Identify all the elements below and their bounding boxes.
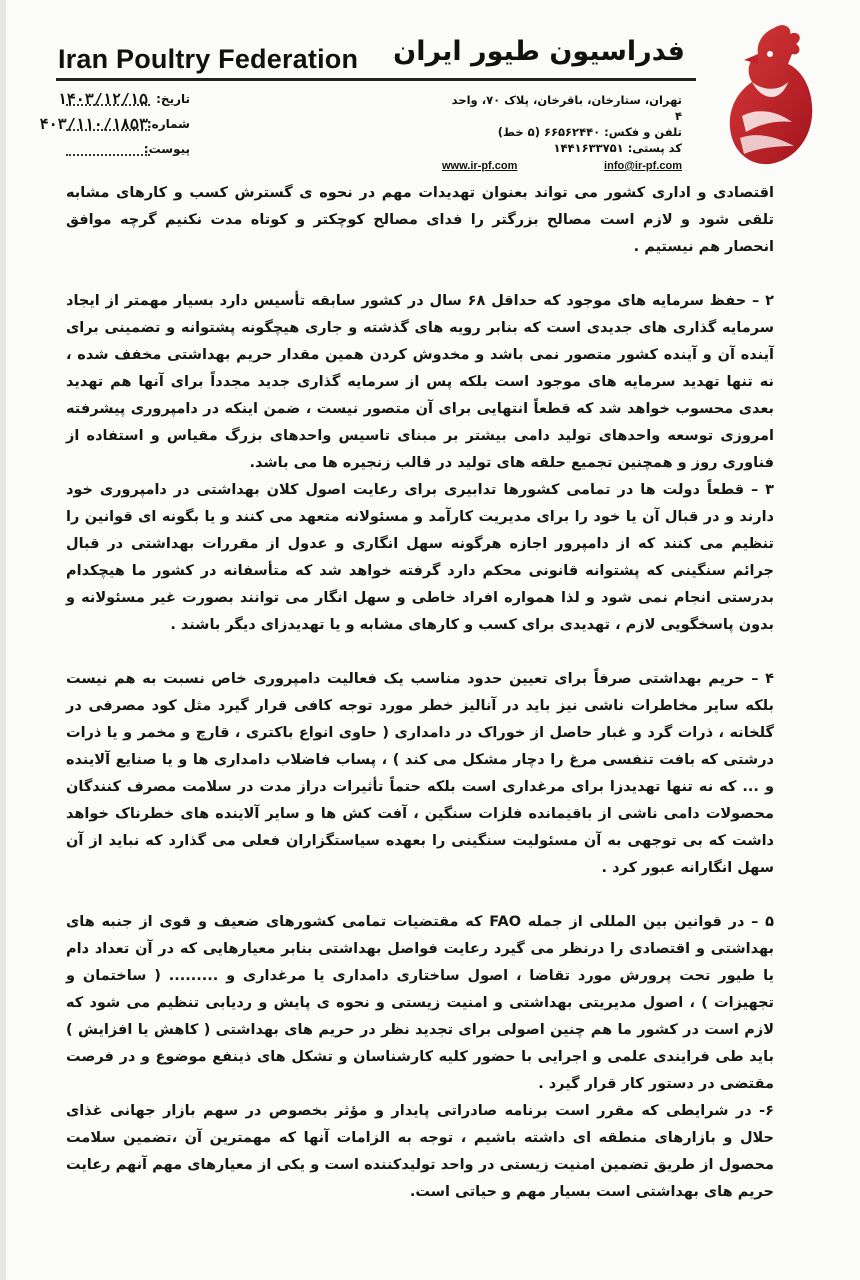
phone-line: تلفن و فکس: ۶۶۵۶۲۴۴۰ (۵ خط) <box>497 125 682 139</box>
letter-meta <box>40 90 230 165</box>
date-value: ۱۴۰۳/۱۲/۱۵ <box>57 90 148 108</box>
paragraph-3: ۳ – قطعاً دولت ها در تمامی کشورها تدابیری برای رعایت اصول کلان بهداشتی در دامپروری خود دارند و در قبال آن یا خود را برای مدیریت کارآمد و مسئولانه متعهد می کنند و یا بگونه ای قوانین را تنظیم می کنند که از دامپرور اجازه هرگونه سهل انگاری و عدول از مقررات بهداشتی در قبال جرائم سنگینی که پشتوانه قانونی محکم دارد گرفته خواهد شد که متأسفانه در کشور ما هیچکدام بدرستی انجام نمی شود و لذا همواره افراد خاطی و سهل انگار می توانند بصورت غیر مسئولانه و بدون پاسخگویی لازم ، تهدیدی برای کسب و کارهای مشابه و یا تهدیدزای دیگر باشند . <box>66 482 774 633</box>
address-line: تهران، ستارخان، باقرخان، پلاک ۷۰، واحد ۴ <box>451 93 682 123</box>
website-link[interactable]: www.ir-pf.com <box>442 160 518 172</box>
paragraph-continued: اقتصادی و اداری کشور می تواند بعنوان تهدیدات مهم در نحوه ی گسترش کسب و کارهای مشابه تلقی شود و لازم است مصالح بزرگتر را فدای مصالح کوچکتر و کوتاه مدت نکنیم گرچه موافق انحصار هم نیستیم . <box>66 185 774 255</box>
attachment-label: پیوست: <box>143 142 190 156</box>
page-edge <box>0 0 6 1280</box>
paragraph-6: ۶- در شرایطی که مقرر است برنامه صادراتی پایدار و مؤثر بخصوص در سهم بازار جهانی غذای حلال و بازارهای منطقه ای داشته باشیم ، توجه به الزامات آنها که مهمترین آن ،تضمین سلامت محصول از طریق تضمین امنیت زیستی در واحد تولیدکننده است و یکی از معیارهای مهم آنهم رعایت حریم های بهداشتی است بسیار مهم و حیاتی است. <box>66 1103 774 1200</box>
number-row <box>40 115 230 140</box>
number-label: شماره: <box>146 117 190 131</box>
date-label: تاریخ: <box>156 92 190 106</box>
contact-block <box>442 92 682 174</box>
federation-name-persian: فدراسیون طیور ایران <box>393 36 685 67</box>
federation-name-english: Iran Poultry Federation <box>58 44 359 74</box>
paragraph-2: ۲ – حفظ سرمایه های موجود که حداقل ۶۸ سال در کشور سابقه تأسیس دارد بسیار مهمتر از ایجاد سرمایه گذاری های جدیدی است که بنابر رویه های گذشته و جاری هیچگونه پشتوانه و تضمینی برای آینده آن و آینده کشور متصور نمی باشد و مخدوش کردن همین مقدار حریم بهداشتی مخفف شده ، نه تنها تهدید سرمایه های موجود است بلکه پس از سرمایه گذاری جدید مجدداً برای آنها هم تهدید بعدی محسوب خواهد شد که قطعاً انتهایی برای آن متصور نیست ، ضمن اینکه در دامپروری پیشرفته امروزی توسعه واحدهای تولید دامی بیشتر بر مبنای تاسیس واحدهای بزرگ مقیاس و استفاده از فناوری روز و همچنین تجمیع حلقه های تولید در قالب زنجیره ها می باشد. <box>66 293 774 471</box>
letter-body <box>66 180 774 1206</box>
date-row <box>40 90 230 115</box>
paragraph-4: ۴ – حریم بهداشتی صرفاً برای تعیین حدود مناسب یک فعالیت دامپروری خاص نسبت به هم نیست بلکه سایر مخاطرات ناشی نیز باید در آنالیز خطر مورد توجه کافی قرار گیرد مثل کود مصرفی در گلخانه ، ذرات گرد و غبار حاصل از خوراک در دامداری ( حاوی انواع باکتری ، قارچ و مخمر و یا ذرات درشتی که بافت تنفسی مرغ را دچار مشکل می کند ) ، پساب فاضلاب دامداری ها و یا صنایع آلاینده و ... که نه تنها تهدیدزا برای مرغداری است بلکه حتماً تأثیرات دراز مدت در سلامت مصرف کنندگان محصولات دامی ناشی از باقیمانده فلزات سنگین ، آفت کش ها و سایر آلاینده های خطرناک خواهد داشت که بی توجهی به آن مسئولیت سنگینی را بعهده سیاستگزاران فعلی می گذارد که نباید از آن سهل انگارانه عبور کرد . <box>66 671 774 876</box>
attachment-dotted-line <box>66 154 150 156</box>
paragraph-5: ۵ – در قوانین بین المللی از جمله FAO که مقتضیات تمامی کشورهای ضعیف و قوی از جنبه های بهداشتی و اقتصادی را درنظر می گیرد رعایت فواصل بهداشتی بنابر معیارهایی که در آن تعداد دام یا طیور تحت پرورش مورد تقاضا ، اصول ساختاری دامداری یا مرغداری و ......... ( ساختمان و تجهیزات ) ، اصول مدیریتی بهداشتی و امنیت زیستی و نحوه ی پایش و ردیابی تنظیم می شود که لازم است در کشور ما هم چنین اصولی برای تجدید نظر در حریم های بهداشتی ( کاهش یا افزایش ) باید طی فرایندی علمی و اجرایی با حضور کلیه کارشناسان و تشکل های ذینفع موضوع و در فرصت مقتضی در دستور کار قرار گیرد . <box>66 914 775 1092</box>
postal-code-line: کد پستی: ۱۴۴۱۶۳۳۷۵۱ <box>553 141 682 155</box>
letter-number-value: ۴۰۳/۱۱۰/۱۸۵۳ <box>39 115 148 133</box>
letterhead <box>0 0 860 175</box>
attachment-row <box>40 140 230 165</box>
email-link[interactable]: info@ir-pf.com <box>604 160 682 172</box>
rooster-logo-icon <box>722 20 822 170</box>
header-divider <box>56 78 696 81</box>
web-contacts <box>442 158 682 174</box>
